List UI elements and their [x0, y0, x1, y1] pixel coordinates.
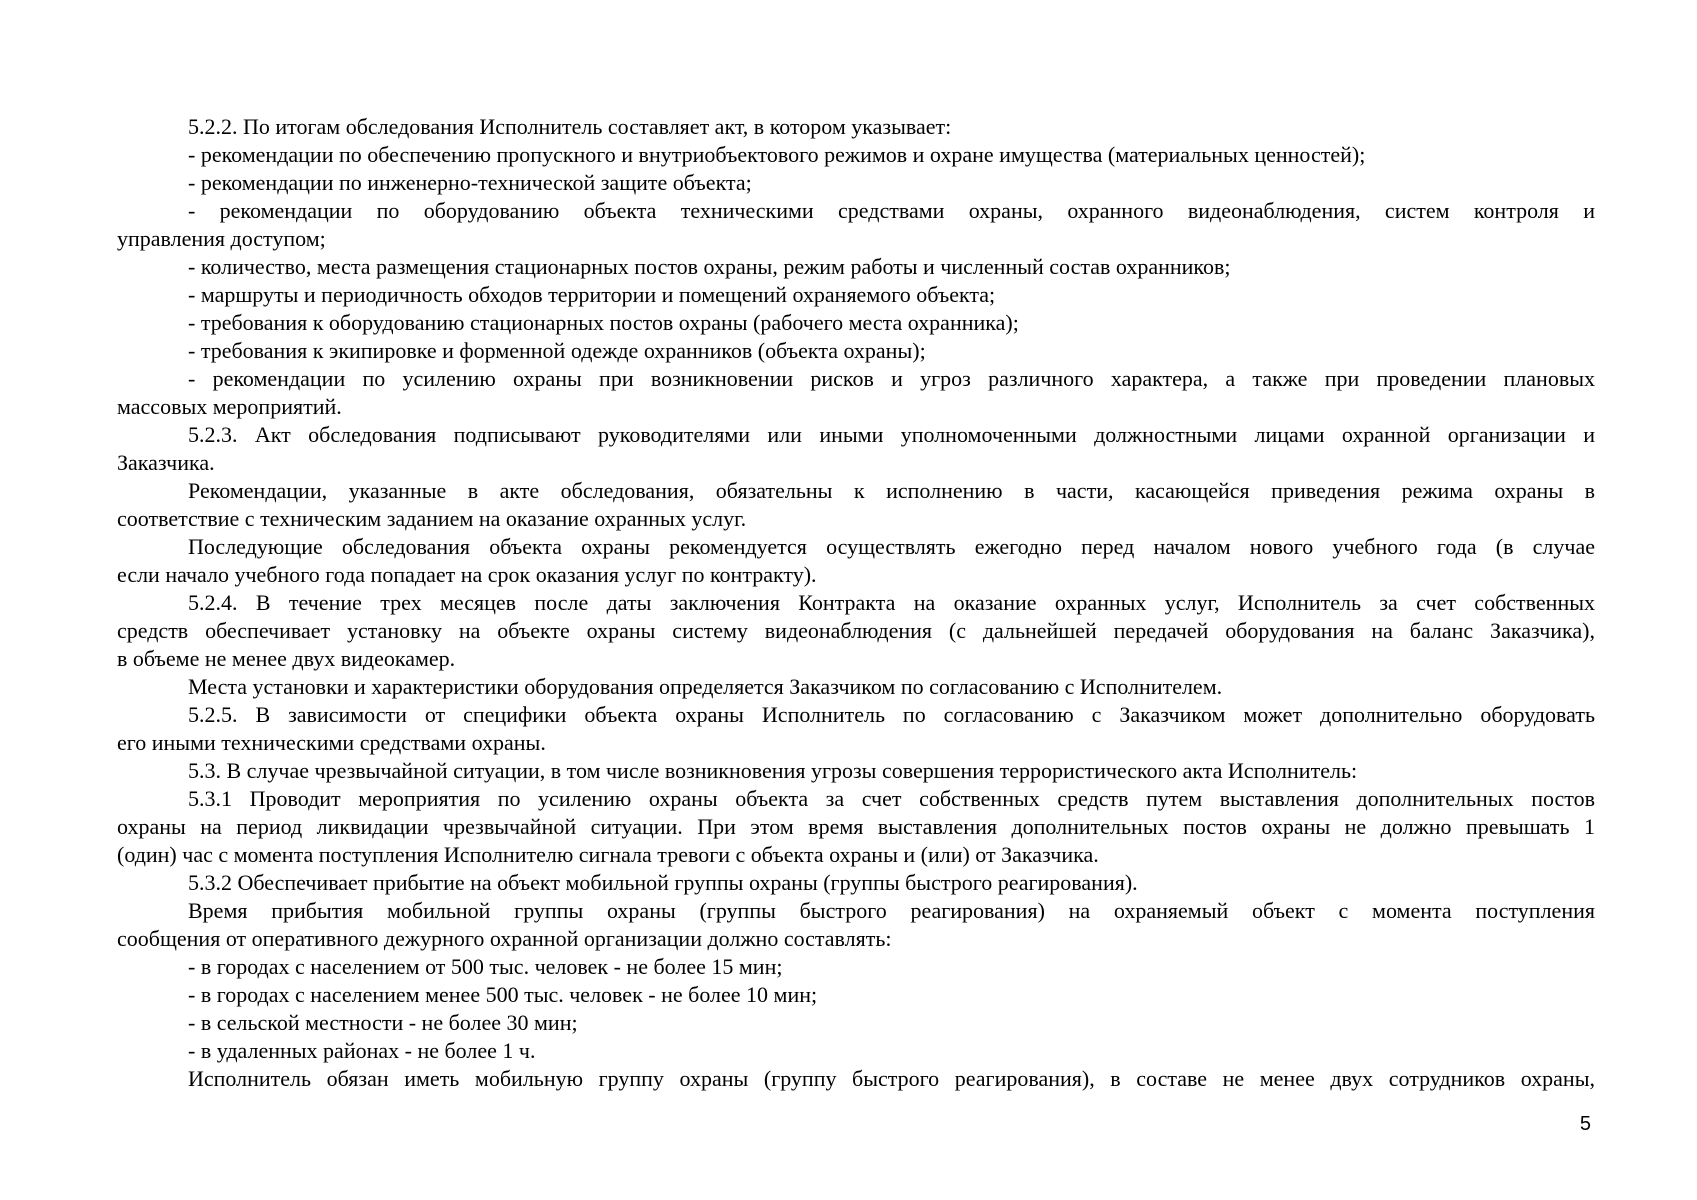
text-line: - требования к оборудованию стационарных постов охраны (рабочего места охранника);: [188, 310, 1019, 335]
text-line: - рекомендации по усилению охраны при возникновении рисков и угроз различного характера, а также при проведении плановых: [188, 366, 1595, 391]
text-line: - рекомендации по оборудованию объекта техническими средствами охраны, охранного видеонаблюдения, систем контроля и: [188, 198, 1595, 223]
text-line: средств обеспечивает установку на объекте охраны систему видеонаблюдения (с дальнейшей передачей оборудования на баланс Заказчика),: [117, 618, 1595, 643]
text-line: - в городах с населением от 500 тыс. человек - не более 15 мин;: [188, 954, 783, 979]
text-line: Заказчика.: [117, 450, 215, 475]
text-line: Исполнитель обязан иметь мобильную группу охраны (группу быстрого реагирования), в составе не менее двух сотрудников охраны,: [188, 1066, 1595, 1091]
text-line: 5.3.1 Проводит мероприятия по усилению охраны объекта за счет собственных средств путем выставления дополнительных постов: [188, 786, 1595, 811]
text-line: - маршруты и периодичность обходов территории и помещений охраняемого объекта;: [188, 282, 996, 307]
document-body: [117, 113, 1595, 1093]
text-line: охраны на период ликвидации чрезвычайной ситуации. При этом время выставления дополнительных постов охраны не должно превышать 1: [117, 814, 1595, 839]
text-line: - в сельской местности - не более 30 мин;: [188, 1010, 578, 1035]
text-line: 5.3.2 Обеспечивает прибытие на объект мобильной группы охраны (группы быстрого реагирования).: [188, 870, 1138, 895]
text-line: соответствие с техническим заданием на оказание охранных услуг.: [117, 506, 747, 531]
text-line: управления доступом;: [117, 226, 326, 251]
text-line: в объеме не менее двух видеокамер.: [117, 646, 456, 671]
text-line: 5.3. В случае чрезвычайной ситуации, в том числе возникновения угрозы совершения террористического акта Исполнитель:: [188, 758, 1358, 783]
text-line: 5.2.5. В зависимости от специфики объекта охраны Исполнитель по согласованию с Заказчиком может дополнительно оборудовать: [188, 702, 1595, 727]
text-line: 5.2.3. Акт обследования подписывают руководителями или иными уполномоченными должностными лицами охранной организации и: [188, 422, 1595, 447]
text-line: его иными техническими средствами охраны.: [117, 730, 546, 755]
text-line: 5.2.2. По итогам обследования Исполнитель составляет акт, в котором указывает:: [188, 114, 952, 139]
text-line: сообщения от оперативного дежурного охранной организации должно составлять:: [117, 926, 892, 951]
text-line: Время прибытия мобильной группы охраны (группы быстрого реагирования) на охраняемый объект с момента поступления: [188, 898, 1595, 923]
text-line: - количество, места размещения стационарных постов охраны, режим работы и численный состав охранников;: [188, 254, 1231, 279]
text-line: массовых мероприятий.: [117, 394, 342, 419]
text-line: 5.2.4. В течение трех месяцев после даты заключения Контракта на оказание охранных услуг, Исполнитель за счет собственных: [188, 590, 1595, 615]
text-line: Места установки и характеристики оборудования определяется Заказчиком по согласованию с Исполнителем.: [188, 674, 1223, 699]
text-line: если начало учебного года попадает на срок оказания услуг по контракту).: [117, 562, 817, 587]
text-line: - требования к экипировке и форменной одежде охранников (объекта охраны);: [188, 338, 926, 363]
text-line: - в городах с населением менее 500 тыс. человек - не более 10 мин;: [188, 982, 818, 1007]
text-line: Последующие обследования объекта охраны рекомендуется осуществлять ежегодно перед началом нового учебного года (в случае: [188, 534, 1595, 559]
text-line: - рекомендации по инженерно-технической защите объекта;: [188, 170, 752, 195]
text-line: - рекомендации по обеспечению пропускного и внутриобъектового режимов и охране имущества (материальных ценностей);: [188, 142, 1366, 167]
text-line: - в удаленных районах - не более 1 ч.: [188, 1038, 536, 1063]
page-number: 5: [1579, 1113, 1591, 1135]
text-line: (один) час с момента поступления Исполнителю сигнала тревоги с объекта охраны и (или) от Заказчика.: [117, 842, 1099, 867]
text-line: Рекомендации, указанные в акте обследования, обязательны к исполнению в части, касающейся приведения режима охраны в: [188, 478, 1595, 503]
